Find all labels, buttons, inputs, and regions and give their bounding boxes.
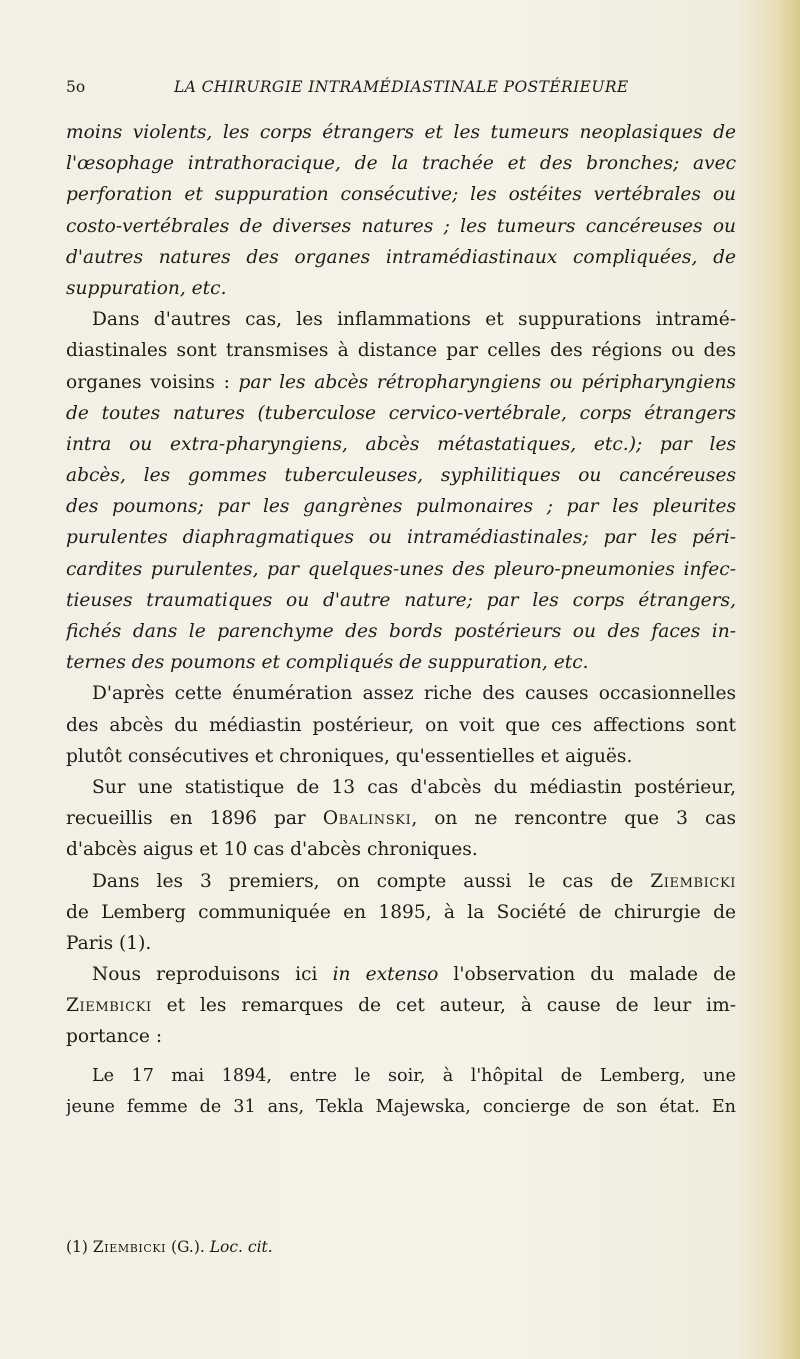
text-line: [66, 1021, 736, 1052]
text-segment: ternes des poumons et compliqués de suppuration, etc.: [66, 652, 589, 674]
text-segment: de toutes natures (tuberculose cervico-vertébrale, corps étrangers: [66, 402, 736, 424]
text-segment: intra ou extra-pharyngiens, abcès métastatiques, etc.); par les: [66, 433, 736, 455]
text-line: [66, 772, 736, 803]
text-segment: portance :: [66, 1026, 163, 1048]
text-segment: suppuration, etc.: [66, 277, 227, 299]
text-segment: abcès, les gommes tuberculeuses, syphilitiques ou cancéreuses: [66, 465, 736, 487]
author-name: Ziembicki: [66, 995, 152, 1017]
text-line: [66, 273, 736, 304]
author-name: Obalinski: [322, 808, 412, 830]
text-segment: perforation et suppuration consécutive; les ostéites vertébrales ou: [66, 184, 736, 206]
text-segment: d'autres natures des organes intramédiastinaux compliquées, de: [66, 246, 736, 268]
body-text: [66, 117, 736, 1123]
text-line: [66, 117, 736, 148]
text-line: [66, 990, 736, 1021]
text-segment: diastinales sont transmises à distance par celles des régions ou des: [66, 340, 736, 362]
text-line: [66, 959, 736, 990]
text-segment: des abcès du médiastin postérieur, on voit que ces affections sont: [66, 714, 736, 736]
footnote-segment: (G.).: [166, 1238, 210, 1256]
text-segment: costo-vertébrales de diverses natures ; les tumeurs cancéreuses ou: [66, 215, 736, 237]
text-line: [66, 429, 736, 460]
text-line: [66, 585, 736, 616]
text-segment: organes voisins :: [66, 371, 239, 393]
text-line: [66, 678, 736, 709]
text-line: [66, 304, 736, 335]
text-line: [66, 897, 736, 928]
text-line: [66, 335, 736, 366]
text-line: [66, 179, 736, 210]
text-segment: des poumons; par les gangrènes pulmonaires ; par les pleurites: [66, 496, 736, 518]
text-segment: Le 17 mai 1894, entre le soir, à l'hôpital de Lemberg, une: [92, 1065, 736, 1086]
text-line: [66, 460, 736, 491]
text-line: [66, 522, 736, 553]
text-line: [66, 554, 736, 585]
text-segment: tieuses traumatiques ou d'autre nature; par les corps étrangers,: [66, 589, 736, 611]
text-line: [66, 367, 736, 398]
text-line: [66, 616, 736, 647]
text-line: [66, 710, 736, 741]
footnote: [66, 1238, 736, 1256]
text-line: [66, 211, 736, 242]
text-segment: Nous reproduisons ici: [92, 964, 333, 986]
text-segment: Dans d'autres cas, les inflammations et suppurations intramé-: [92, 309, 736, 331]
text-segment: Paris (1).: [66, 932, 152, 954]
section-gap: [66, 1053, 736, 1061]
text-segment: in extenso: [332, 964, 439, 986]
running-title: LA CHIRURGIE INTRAMÉDIASTINALE POSTÉRIEURE: [174, 78, 629, 96]
text-segment: cardites purulentes, par quelques-unes des pleuro-pneumonies infec-: [66, 558, 736, 580]
text-segment: Dans les 3 premiers, on compte aussi le cas de: [92, 870, 651, 892]
text-segment: D'après cette énumération assez riche des causes occasionnelles: [92, 683, 736, 705]
text-segment: , on ne rencontre que 3 cas: [411, 808, 736, 830]
text-line: [66, 398, 736, 429]
text-segment: moins violents, les corps étrangers et les tumeurs neoplasiques de: [66, 122, 736, 143]
text-line: [66, 834, 736, 865]
text-segment: purulentes diaphragmatiques ou intramédiastinales; par les péri-: [66, 527, 736, 549]
text-segment: recueillis en 1896 par: [66, 808, 323, 830]
text-segment: de Lemberg communiquée en 1895, à la Société de chirurgie de: [66, 901, 736, 923]
text-segment: jeune femme de 31 ans, Tekla Majewska, concierge de son état. En: [66, 1096, 736, 1117]
text-line: [66, 491, 736, 522]
text-line: [66, 148, 736, 179]
text-line: [66, 928, 736, 959]
page-header: [66, 78, 736, 104]
text-line: [66, 647, 736, 678]
text-segment: d'abcès aigus et 10 cas d'abcès chroniques.: [66, 839, 478, 861]
text-segment: par les abcès rétropharyngiens ou péripharyngiens: [238, 371, 736, 393]
text-segment: fichés dans le parenchyme des bords postérieurs ou des faces in-: [66, 621, 736, 642]
text-segment: l'œsophage intrathoracique, de la trachée et des bronches; avec: [66, 153, 736, 175]
text-segment: plutôt consécutives et chroniques, qu'essentielles et aiguës.: [66, 745, 633, 767]
footnote-segment: Ziembicki: [92, 1238, 167, 1256]
text-line: [66, 1092, 736, 1123]
text-line: [66, 866, 736, 897]
text-line: [66, 242, 736, 273]
page-number: 5o: [66, 78, 86, 96]
text-segment: et les remarques de cet auteur, à cause de leur im-: [151, 995, 736, 1017]
text-segment: l'observation du malade de: [438, 964, 736, 986]
author-name: Ziembicki: [650, 870, 736, 892]
text-line: [66, 803, 736, 834]
footnote-segment: Loc. cit.: [209, 1238, 273, 1256]
footnote-segment: (1): [66, 1238, 93, 1256]
text-line: [66, 1061, 736, 1092]
text-segment: Sur une statistique de 13 cas d'abcès du médiastin postérieur,: [92, 776, 736, 798]
text-line: [66, 741, 736, 772]
